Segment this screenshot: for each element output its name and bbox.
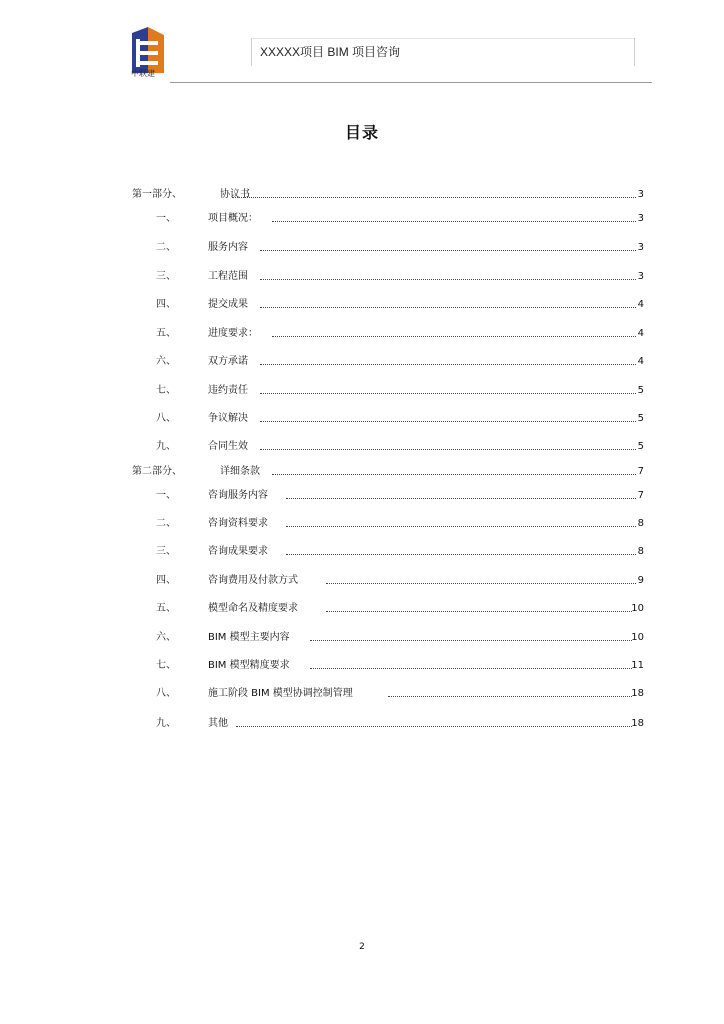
toc-title: 目录	[344, 123, 379, 142]
toc-entry-page: 18	[631, 688, 644, 699]
toc-entry-label: 模型命名及精度要求	[208, 603, 298, 614]
toc-entry-number: 三、	[156, 546, 176, 557]
toc-dot-leader	[272, 336, 636, 337]
toc-entry-number: 第二部分、	[132, 466, 182, 477]
page-number: 2	[359, 942, 365, 952]
toc-entry[interactable]	[0, 188, 724, 202]
toc-entry-page: 7	[637, 466, 644, 477]
toc-entry-label: 其他	[208, 718, 228, 729]
toc-entry-page: 5	[637, 413, 644, 424]
toc-entry-number: 八、	[156, 688, 176, 699]
toc-entry-page: 3	[637, 242, 644, 253]
toc-entry-page: 3	[637, 213, 644, 224]
toc-entry-number: 第一部分、	[132, 189, 182, 200]
toc-entry-page: 7	[637, 490, 644, 501]
toc-entry-number: 二、	[156, 518, 176, 529]
toc-dot-leader	[260, 307, 636, 308]
toc-entry-label: 违约责任	[208, 385, 248, 396]
toc-entry-label: 协议书	[220, 189, 250, 200]
toc-entry-label: 合同生效	[208, 441, 248, 452]
toc-dot-leader	[236, 726, 632, 727]
toc-entry-label: 咨询服务内容	[208, 490, 268, 501]
toc-entry[interactable]	[0, 440, 724, 454]
toc-entry-page: 10	[631, 603, 644, 614]
toc-dot-leader	[260, 364, 636, 365]
toc-entry-label: 施工阶段 BIM 模型协调控制管理	[208, 688, 353, 699]
toc-entry-number: 四、	[156, 299, 176, 310]
toc-dot-leader	[286, 498, 636, 499]
toc-entry-label: 提交成果	[208, 299, 248, 310]
toc-dot-leader	[286, 526, 636, 527]
toc-entry-label: 进度要求：	[208, 328, 258, 339]
toc-entry-number: 七、	[156, 385, 176, 396]
toc-entry-label: 咨询费用及付款方式	[208, 575, 298, 586]
toc-entry[interactable]	[0, 489, 724, 503]
toc-entry[interactable]	[0, 687, 724, 701]
toc-entry[interactable]	[0, 631, 724, 645]
toc-entry-page: 4	[637, 299, 644, 310]
toc-dot-leader	[388, 696, 632, 697]
toc-entry[interactable]	[0, 412, 724, 426]
header-title: XXXXX项目 BIM 项目咨询	[260, 45, 401, 59]
toc-dot-leader	[260, 421, 636, 422]
toc-dot-leader	[326, 611, 632, 612]
toc-entry-page: 5	[637, 441, 644, 452]
toc-dot-leader	[260, 449, 636, 450]
toc-entry-page: 3	[637, 271, 644, 282]
toc-entry[interactable]	[0, 355, 724, 369]
toc-entry-page: 10	[631, 632, 644, 643]
toc-entry[interactable]	[0, 212, 724, 226]
toc-entry-number: 二、	[156, 242, 176, 253]
toc-entry[interactable]	[0, 717, 724, 731]
toc-entry-number: 一、	[156, 490, 176, 501]
toc-entry-label: 工程范围	[208, 271, 248, 282]
toc-entry-number: 八、	[156, 413, 176, 424]
toc-entry-number: 五、	[156, 603, 176, 614]
toc-dot-leader	[272, 221, 636, 222]
toc-entry[interactable]	[0, 327, 724, 341]
toc-entry-page: 5	[637, 385, 644, 396]
toc-entry-label: 争议解决	[208, 413, 248, 424]
toc-entry[interactable]	[0, 517, 724, 531]
toc-entry[interactable]	[0, 574, 724, 588]
toc-entry[interactable]	[0, 241, 724, 255]
toc-entry-number: 六、	[156, 632, 176, 643]
toc-entry[interactable]	[0, 602, 724, 616]
toc-entry-label: BIM 模型精度要求	[208, 660, 290, 671]
toc-entry-number: 九、	[156, 718, 176, 729]
toc-dot-leader	[232, 197, 636, 198]
toc-entry[interactable]	[0, 270, 724, 284]
toc-dot-leader	[310, 668, 632, 669]
toc-entry-number: 一、	[156, 213, 176, 224]
toc-entry-number: 五、	[156, 328, 176, 339]
toc-dot-leader	[260, 393, 636, 394]
toc-entry-label: 咨询成果要求	[208, 546, 268, 557]
toc-entry-label: 详细条款	[220, 466, 260, 477]
toc-entry-page: 3	[637, 189, 644, 200]
toc-entry-page: 4	[637, 356, 644, 367]
toc-entry-number: 九、	[156, 441, 176, 452]
toc-entry-page: 8	[637, 546, 644, 557]
toc-dot-leader	[260, 250, 636, 251]
toc-entry-label: 双方承诺	[208, 356, 248, 367]
toc-entry[interactable]	[0, 298, 724, 312]
logo-text: 中联建	[131, 69, 155, 78]
toc-entry-number: 四、	[156, 575, 176, 586]
toc-entry[interactable]	[0, 659, 724, 673]
toc-dot-leader	[272, 474, 636, 475]
toc-entry-page: 18	[631, 718, 644, 729]
toc-dot-leader	[326, 583, 636, 584]
toc-entry-number: 三、	[156, 271, 176, 282]
toc-dot-leader	[286, 554, 636, 555]
toc-entry-page: 11	[631, 660, 644, 671]
toc-entry-number: 七、	[156, 660, 176, 671]
toc-entry-page: 8	[637, 518, 644, 529]
toc-entry[interactable]	[0, 384, 724, 398]
toc-entry-label: 服务内容	[208, 242, 248, 253]
toc-dot-leader	[260, 279, 636, 280]
toc-entry-label: 项目概况：	[208, 213, 258, 224]
toc-entry[interactable]	[0, 465, 724, 479]
toc-entry-label: 咨询资料要求	[208, 518, 268, 529]
toc-entry-label: BIM 模型主要内容	[208, 632, 290, 643]
toc-entry-page: 9	[637, 575, 644, 586]
toc-entry[interactable]	[0, 545, 724, 559]
toc-entry-page: 4	[637, 328, 644, 339]
toc-entry-number: 六、	[156, 356, 176, 367]
toc-dot-leader	[310, 640, 632, 641]
